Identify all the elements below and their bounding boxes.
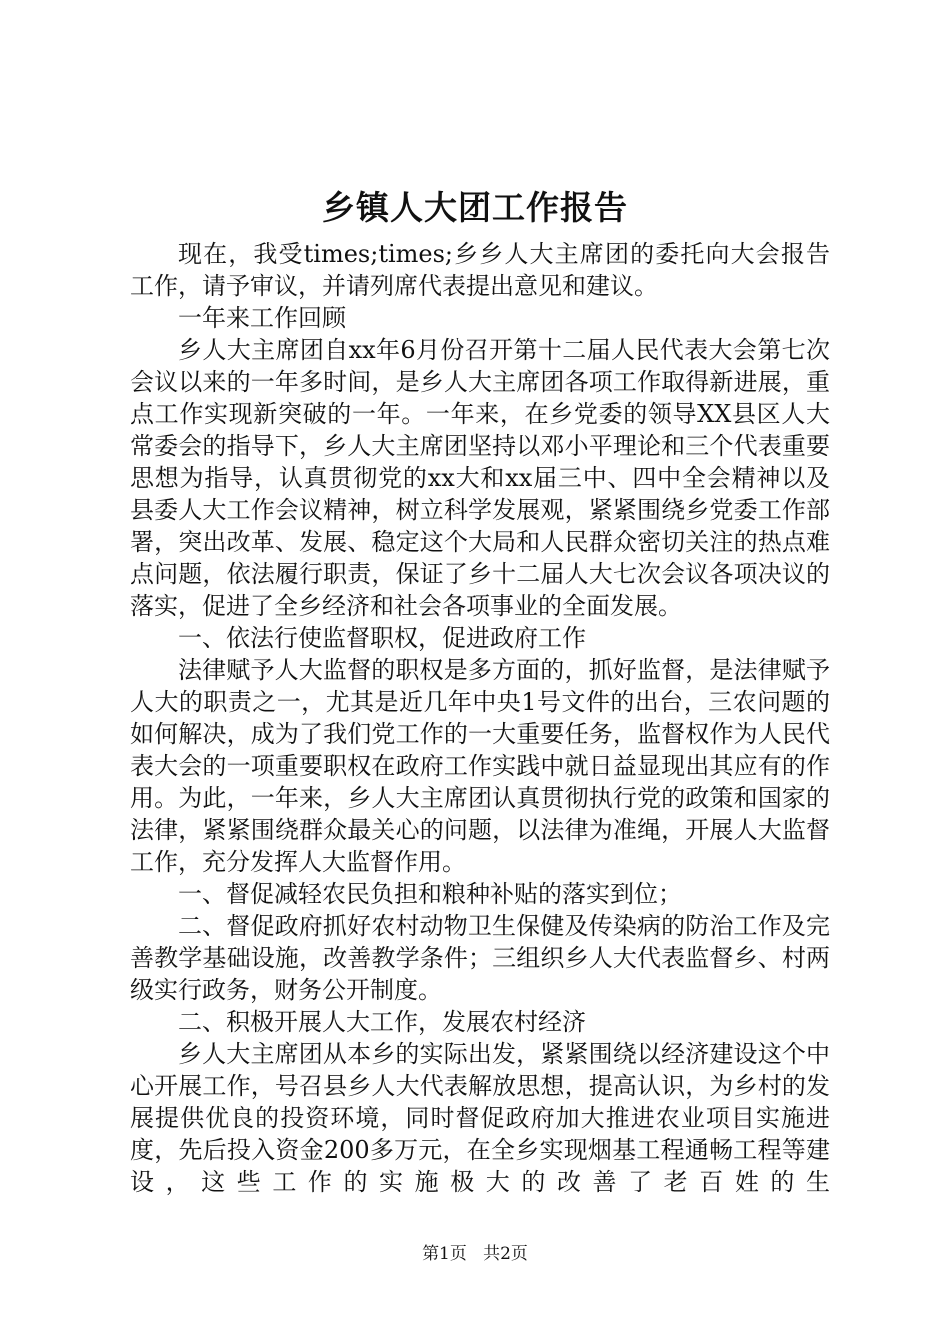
page-total: 共2页 [483,1244,528,1264]
paragraph-intro: 现在，我受times;times;乡乡人大主席团的委托向大会报告工作，请予审议，并请列席代表提出意见和建议。 [130,240,830,300]
page-footer [0,1242,950,1266]
heading-supervision: 一、依法行使监督职权，促进政府工作 [178,624,586,652]
paragraph-review: 乡人大主席团自xx年6月份召开第十二届人民代表大会第七次会议以来的一年多时间，是乡人大主席团各项工作取得新进展，重点工作实现新突破的一年。一年来，在乡党委的领导XX县区人大常委会的指导下，乡人大主席团坚持以邓小平理论和三个代表重要思想为指导，认真贯彻党的xx大和xx届三中、四中全会精神以及县委人大工作会议精神，树立科学发展观，紧紧围绕乡党委工作部署，突出改革、发展、稳定这个大局和人民群众密切关注的热点难点问题，依法履行职责，保证了乡十二届人大七次会议各项决议的落实，促进了全乡经济和社会各项事业的全面发展。 [130,336,830,620]
list-item-health: 二、督促政府抓好农村动物卫生保健及传染病的防治工作及完善教学基础设施，改善教学条件；三组织乡人大代表监督乡、村两级实行政务，财务公开制度。 [130,912,830,1004]
document-title: 乡镇人大团工作报告 [322,188,628,227]
document-body [130,238,830,1198]
paragraph-supervision: 法律赋予人大监督的职权是多方面的，抓好监督，是法律赋予人大的职责之一，尤其是近几年中央1号文件的出台，三农问题的如何解决，成为了我们党工作的一大重要任务，监督权作为人民代表大会的一项重要职权在政府工作实践中就日益显现出其应有的作用。为此，一年来，乡人大主席团认真贯彻执行党的政策和国家的法律，紧紧围绕群众最关心的问题，以法律为准绳，开展人大监督工作，充分发挥人大监督作用。 [130,656,830,876]
heading-economy: 二、积极开展人大工作，发展农村经济 [178,1008,586,1036]
page-number: 第1页 [422,1244,467,1264]
heading-review: 一年来工作回顾 [178,304,346,332]
page-spacer [472,1244,477,1264]
paragraph-economy: 乡人大主席团从本乡的实际出发，紧紧围绕以经济建设这个中心开展工作，号召县乡人大代表解放思想，提高认识，为乡村的发展提供优良的投资环境，同时督促政府加大推进农业项目实施进度，先后投入资金200多万元，在全乡实现烟基工程通畅工程等建设，这些工作的实施极大的改善了老百姓的生 [130,1040,830,1196]
list-item-burden: 一、督促减轻农民负担和粮种补贴的落实到位； [178,880,682,908]
